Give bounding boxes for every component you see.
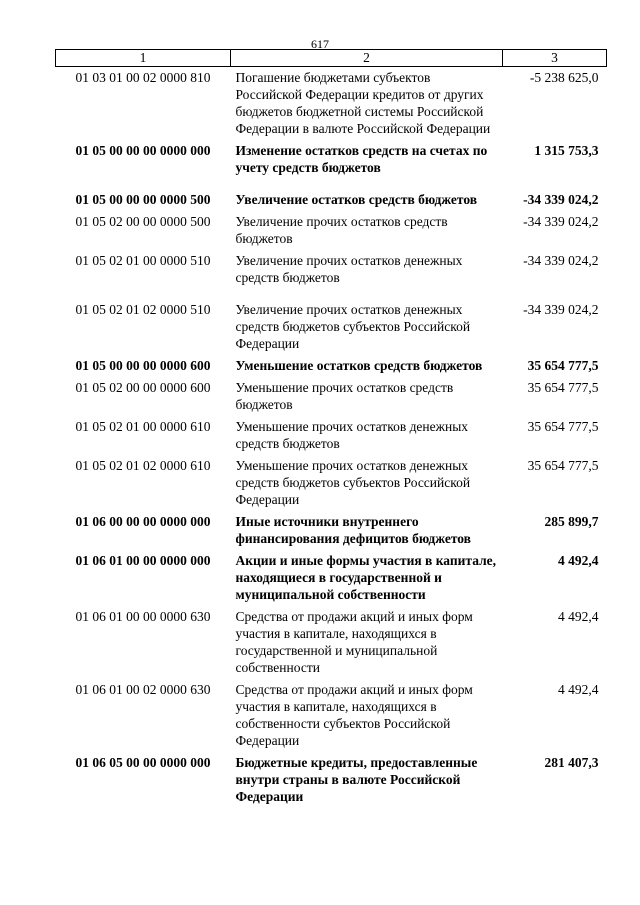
row-code: 01 05 02 00 00 0000 600 (75, 380, 211, 395)
row-name: Уменьшение остатков средств бюджетов (235, 358, 483, 373)
table-row (56, 679, 607, 752)
page-number: 617 (311, 37, 329, 51)
row-name: Увеличение остатков средств бюджетов (235, 192, 478, 207)
table-body (56, 67, 607, 809)
row-name: Уменьшение прочих остатков денежных средств бюджетов субъектов Российской Федерации (235, 458, 471, 507)
row-code: 01 05 00 00 00 0000 000 (75, 143, 211, 158)
row-code: 01 05 02 01 00 0000 610 (75, 419, 211, 434)
row-amount: -34 339 024,2 (523, 253, 599, 268)
row-code: 01 05 00 00 00 0000 600 (75, 358, 211, 373)
row-amount: -5 238 625,0 (529, 70, 599, 85)
row-code: 01 05 02 00 00 0000 500 (75, 214, 211, 229)
row-name: Уменьшение прочих остатков денежных средств бюджетов (235, 419, 469, 451)
table-row (56, 67, 607, 141)
row-amount: 1 315 753,3 (534, 143, 599, 158)
row-code: 01 05 02 01 02 0000 610 (75, 458, 211, 473)
row-name: Увеличение прочих остатков денежных средств бюджетов субъектов Российской Федерации (235, 302, 471, 351)
row-name: Средства от продажи акций и иных форм участия в капитале, находящихся в собственности субъектов Российской Федерации (235, 682, 473, 748)
header-col-2: 2 (231, 50, 503, 67)
row-code: 01 03 01 00 02 0000 810 (75, 70, 211, 85)
table-row (56, 416, 607, 455)
row-amount: 35 654 777,5 (527, 358, 599, 373)
row-amount: 4 492,4 (558, 609, 599, 624)
row-amount: 4 492,4 (558, 682, 599, 697)
table-row (56, 140, 607, 179)
row-amount: 35 654 777,5 (527, 419, 599, 434)
row-amount: 4 492,4 (558, 553, 599, 568)
table-row (56, 550, 607, 606)
table-row (56, 377, 607, 416)
row-amount: -34 339 024,2 (523, 302, 599, 317)
row-name: Акции и иные формы участия в капитале, находящиеся в государственной и муниципальной собственности (235, 553, 497, 602)
row-amount: 35 654 777,5 (527, 458, 599, 473)
header-row (56, 50, 607, 67)
row-code: 01 06 05 00 00 0000 000 (75, 755, 211, 770)
header-col-3: 3 (503, 50, 607, 67)
table-row (56, 752, 607, 808)
row-amount: 35 654 777,5 (527, 380, 599, 395)
row-name: Увеличение прочих остатков средств бюджетов (235, 214, 448, 246)
row-code: 01 06 01 00 00 0000 000 (75, 553, 211, 568)
row-amount: -34 339 024,2 (523, 192, 599, 207)
row-code: 01 05 00 00 00 0000 500 (75, 192, 211, 207)
table-row (56, 179, 607, 211)
row-name: Бюджетные кредиты, предоставленные внутри страны в валюте Российской Федерации (235, 755, 478, 804)
table-row (56, 511, 607, 550)
table-header (56, 50, 607, 67)
row-name: Изменение остатков средств на счетах по учету средств бюджетов (235, 143, 488, 175)
row-name: Средства от продажи акций и иных форм участия в капитале, находящихся в государственной и муниципальной собственности (235, 609, 473, 675)
row-name: Иные источники внутреннего финансирования дефицитов бюджетов (235, 514, 471, 546)
row-name: Уменьшение прочих остатков средств бюджетов (235, 380, 454, 412)
table-row (56, 455, 607, 511)
row-code: 01 06 01 00 02 0000 630 (75, 682, 211, 697)
table-row (56, 355, 607, 377)
row-name: Погашение бюджетами субъектов Российской Федерации кредитов от других бюджетов бюджетной системы Российской Федерации в валюте Российской Федерации (235, 70, 491, 136)
row-amount: 281 407,3 (544, 755, 599, 770)
row-name: Увеличение прочих остатков денежных средств бюджетов (235, 253, 463, 285)
row-code: 01 05 02 01 00 0000 510 (75, 253, 211, 268)
budget-sources-table (55, 49, 607, 808)
table-row (56, 289, 607, 355)
table-row (56, 606, 607, 679)
row-code: 01 05 02 01 02 0000 510 (75, 302, 211, 317)
row-amount: 285 899,7 (544, 514, 599, 529)
row-amount: -34 339 024,2 (523, 214, 599, 229)
row-code: 01 06 01 00 00 0000 630 (75, 609, 211, 624)
header-col-1: 1 (56, 50, 231, 67)
table-row (56, 250, 607, 289)
row-code: 01 06 00 00 00 0000 000 (75, 514, 211, 529)
table-row (56, 211, 607, 250)
